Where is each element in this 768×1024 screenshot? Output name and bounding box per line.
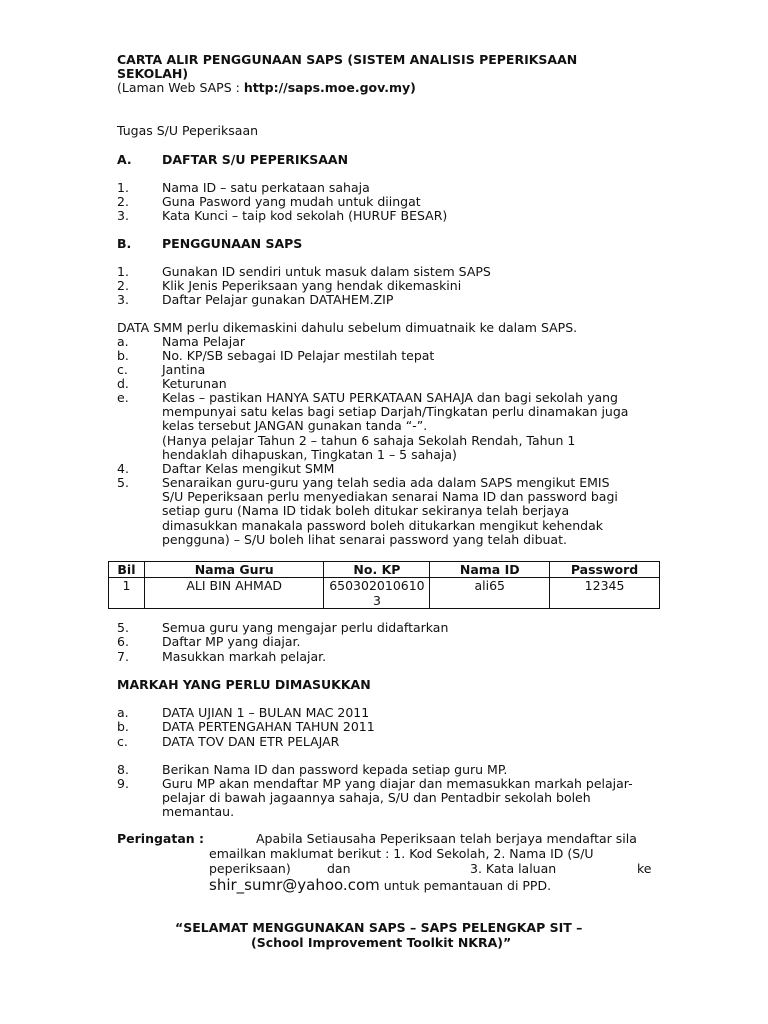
list-number: 5. — [117, 620, 129, 635]
peringatan-line: ke — [637, 861, 652, 876]
list-number: 6. — [117, 634, 129, 649]
list-number: b. — [117, 348, 129, 363]
list-number: a. — [117, 334, 129, 349]
peringatan-line: emailkan maklumat berikut : 1. Kod Sekolah, 2. Nama ID (S/U — [209, 846, 594, 861]
section-b-letter: B. — [117, 236, 132, 251]
list-number: c. — [117, 362, 128, 377]
section-b-title: PENGGUNAAN SAPS — [162, 236, 303, 251]
tugas-heading: Tugas S/U Peperiksaan — [117, 123, 259, 138]
list-item: Nama Pelajar — [162, 334, 246, 349]
peringatan-line: 3. Kata laluan — [470, 861, 557, 876]
list-item: Jantina — [162, 362, 206, 377]
web-url-link[interactable]: http://saps.moe.gov.my) — [243, 80, 416, 95]
list-item-line: memantau. — [162, 804, 235, 819]
list-item: Klik Jenis Peperiksaan yang hendak dikemaskini — [162, 278, 462, 293]
document-title-line2: SEKOLAH) — [117, 66, 189, 81]
list-item-line: Kelas – pastikan HANYA SATU PERKATAAN SAHAJA dan bagi sekolah yang — [162, 390, 618, 405]
list-item-line: Guru MP akan mendaftar MP yang diajar dan memasukkan markah pelajar- — [162, 776, 633, 791]
list-number: 2. — [117, 194, 129, 209]
list-number: 5. — [117, 475, 129, 490]
list-number: 7. — [117, 649, 129, 664]
peringatan-email-line — [209, 876, 551, 895]
web-reference — [117, 81, 416, 95]
list-item-line: (Hanya pelajar Tahun 2 – tahun 6 sahaja Sekolah Rendah, Tahun 1 — [162, 433, 576, 448]
section-a-title: DAFTAR S/U PEPERIKSAAN — [162, 152, 349, 167]
table-header-row — [109, 562, 660, 578]
list-item-line: pengguna) – S/U boleh lihat senarai password yang telah dibuat. — [162, 532, 567, 547]
document-title-line1: CARTA ALIR PENGGUNAAN SAPS (SISTEM ANALISIS PEPERIKSAAN — [117, 52, 578, 67]
teacher-table — [108, 561, 660, 609]
list-item-line: S/U Peperiksaan perlu menyediakan senarai Nama ID dan password bagi — [162, 489, 618, 504]
table-cell-nama: ALI BIN AHMAD — [144, 578, 324, 609]
list-number: d. — [117, 376, 129, 391]
footer-line1: “SELAMAT MENGGUNAKAN SAPS – SAPS PELENGKAP SIT – — [175, 920, 583, 935]
table-cell-kp — [324, 578, 430, 609]
list-item-line: dimasukkan manakala password boleh ditukarkan mengikut kehendak — [162, 518, 603, 533]
list-number: a. — [117, 705, 129, 720]
list-item: Berikan Nama ID dan password kepada setiap guru MP. — [162, 762, 508, 777]
list-number: 1. — [117, 180, 129, 195]
email-link[interactable]: shir_sumr@yahoo.com — [209, 876, 380, 894]
list-item-line: Senaraikan guru-guru yang telah sedia ada dalam SAPS mengikut EMIS — [162, 475, 610, 490]
markah-heading: MARKAH YANG PERLU DIMASUKKAN — [117, 677, 371, 692]
table-header-cell: Nama Guru — [144, 562, 324, 578]
list-item: Keturunan — [162, 376, 227, 391]
list-item: Gunakan ID sendiri untuk masuk dalam sistem SAPS — [162, 264, 491, 279]
footer-line2: (School Improvement Toolkit NKRA)” — [251, 935, 512, 950]
list-number: c. — [117, 734, 128, 749]
list-item: Nama ID – satu perkataan sahaja — [162, 180, 370, 195]
list-item-line: pelajar di bawah jagaannya sahaja, S/U dan Pentadbir sekolah boleh — [162, 790, 591, 805]
list-item-line: mempunyai satu kelas bagi setiap Darjah/Tingkatan perlu dinamakan juga — [162, 404, 629, 419]
list-item: Daftar Pelajar gunakan DATAHEM.ZIP — [162, 292, 394, 307]
kp-line2: 3 — [372, 593, 381, 608]
table-header-cell: Password — [550, 562, 660, 578]
peringatan-line: peperiksaan) — [209, 861, 291, 876]
list-number: b. — [117, 719, 129, 734]
list-item: DATA TOV DAN ETR PELAJAR — [162, 734, 340, 749]
email-suffix: untuk pemantauan di PPD. — [379, 878, 552, 893]
list-number: 3. — [117, 208, 129, 223]
list-item-line: kelas tersebut JANGAN gunakan tanda “-”. — [162, 418, 428, 433]
list-item-line: setiap guru (Nama ID tidak boleh ditukar sekiranya telah berjaya — [162, 503, 570, 518]
kp-line1: 650302010610 — [329, 578, 425, 593]
section-a-letter: A. — [117, 152, 132, 167]
table-header-cell: Nama ID — [430, 562, 550, 578]
list-item: Kata Kunci – taip kod sekolah (HURUF BESAR) — [162, 208, 448, 223]
peringatan-line: Apabila Setiausaha Peperiksaan telah berjaya mendaftar sila — [256, 831, 637, 846]
list-item: DATA UJIAN 1 – BULAN MAC 2011 — [162, 705, 370, 720]
list-item: Masukkan markah pelajar. — [162, 649, 327, 664]
table-header-cell: No. KP — [324, 562, 430, 578]
list-number: 2. — [117, 278, 129, 293]
peringatan-label: Peringatan : — [117, 831, 205, 846]
table-row — [109, 578, 660, 609]
list-item: Daftar Kelas mengikut SMM — [162, 461, 335, 476]
table-cell-bil: 1 — [109, 578, 145, 609]
table-cell-password: 12345 — [550, 578, 660, 609]
list-item: DATA PERTENGAHAN TAHUN 2011 — [162, 719, 375, 734]
table-header-cell: Bil — [109, 562, 145, 578]
list-number: 8. — [117, 762, 129, 777]
list-item: No. KP/SB sebagai ID Pelajar mestilah tepat — [162, 348, 435, 363]
list-item: Semua guru yang mengajar perlu didaftarkan — [162, 620, 449, 635]
table-cell-id: ali65 — [430, 578, 550, 609]
list-item-line: hendaklah dihapuskan, Tingkatan 1 – 5 sahaja) — [162, 447, 457, 462]
list-number: 9. — [117, 776, 129, 791]
peringatan-line: dan — [327, 861, 351, 876]
list-number: 1. — [117, 264, 129, 279]
smm-intro: DATA SMM perlu dikemaskini dahulu sebelum dimuatnaik ke dalam SAPS. — [117, 320, 578, 335]
list-number: e. — [117, 390, 129, 405]
list-number: 3. — [117, 292, 129, 307]
list-number: 4. — [117, 461, 129, 476]
web-prefix: (Laman Web SAPS : — [117, 80, 244, 95]
list-item: Guna Pasword yang mudah untuk diingat — [162, 194, 421, 209]
list-item: Daftar MP yang diajar. — [162, 634, 301, 649]
